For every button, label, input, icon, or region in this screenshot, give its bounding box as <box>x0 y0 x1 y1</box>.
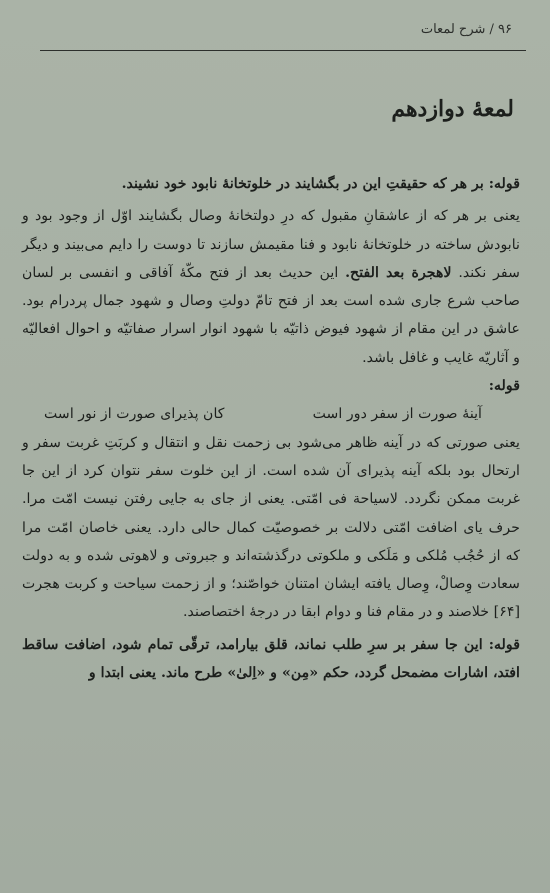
chapter-title: لمعهٔ دوازدهم <box>391 96 514 122</box>
quote-label: قوله: <box>488 176 520 192</box>
running-head: ۹۶ / شرح لمعات <box>420 22 512 37</box>
quote-text: بر هر که حقیقتِ این در بگشایند در خلوتخانهٔ نابود خود نشیند. <box>121 176 489 192</box>
verse-hemistich-2: کان پذیرای صورت از نور است <box>44 406 225 423</box>
paragraph-1 <box>22 170 520 198</box>
verse-hemistich-1: آینهٔ صورت از سفر دور است <box>312 406 482 423</box>
commentary-text-a: یعنی بر هر که از عاشقانِ مقبول که درِ دولتخانهٔ وصال بگشایند اوّل از وجود بود و نابودش ساخته در خلوتخانهٔ نابود و فنا مقیمش سازند تا دوست را دایم می‌بیند و دیگر سفر نکند. <box>22 208 520 281</box>
commentary-text-b: این حدیث بعد از فتح مکّهٔ آفاقی و انفسی بر لسان صاحب شرع جاری شده است بعد از فتح تامّ دولتِ وصال و شهود جمال پردرام بود. عاشق در این مقام از شهود فیوض ذاتیّه با شهود انوار اسرار صفاتیّه و احوال افعالیّه و آثاریّه غایب و غافل باشد. <box>22 264 520 366</box>
paragraph-3 <box>22 372 520 400</box>
commentary-text: یعنی صورتی که در آینه ظاهر می‌شود بی زحمت نقل و انتقال و کربَتِ غربت سفر و ارتحال بود بلکه آینه پذیرای آن شده است. از این خلوت سفر نتوان کرد از این جا غربت ممکن نگردد. لاسیاحة فی امّتی. یعنی از جای به جایی رفتن نیست امّت مرا. حرف یای اضافت امّتی دلالت بر خصوصیّت کمال حالی دارد. یعنی خاصان امّت مرا که از حُجُب مُلکی و مَلَکی و ملکوتی درگذشته‌اند و جبروتی و لاهوتی شده و به دولت سعادت وِصالْ، وِصال یافته ایشان امتنان خواصّند؛ و از زحمت سیاحت و کربت هجرت [۶۴] خلاصند و در مقام فنا و دوام ابقا در درجهٔ اختصاصند. <box>22 434 520 621</box>
header-rule <box>40 50 526 51</box>
paragraph-2 <box>22 202 520 372</box>
paragraph-4 <box>22 429 520 627</box>
quote-label: قوله: <box>488 378 520 395</box>
hadith-phrase: لاهجرة بعد الفتح. <box>345 264 452 281</box>
quote-text: این جا سفر بر سرِ طلب نماند، قلق بیارامد، ترقّی تمام شود، اضافت ساقط افتد، اشارات مضمحل گردد، حکم «مِن» و «اِلیٰ» طرح ماند. یعنی ابتدا و <box>22 636 520 682</box>
body-text <box>22 170 520 687</box>
quote-label: قوله: <box>488 636 520 653</box>
paragraph-5 <box>22 631 520 688</box>
verse-line <box>22 400 520 428</box>
